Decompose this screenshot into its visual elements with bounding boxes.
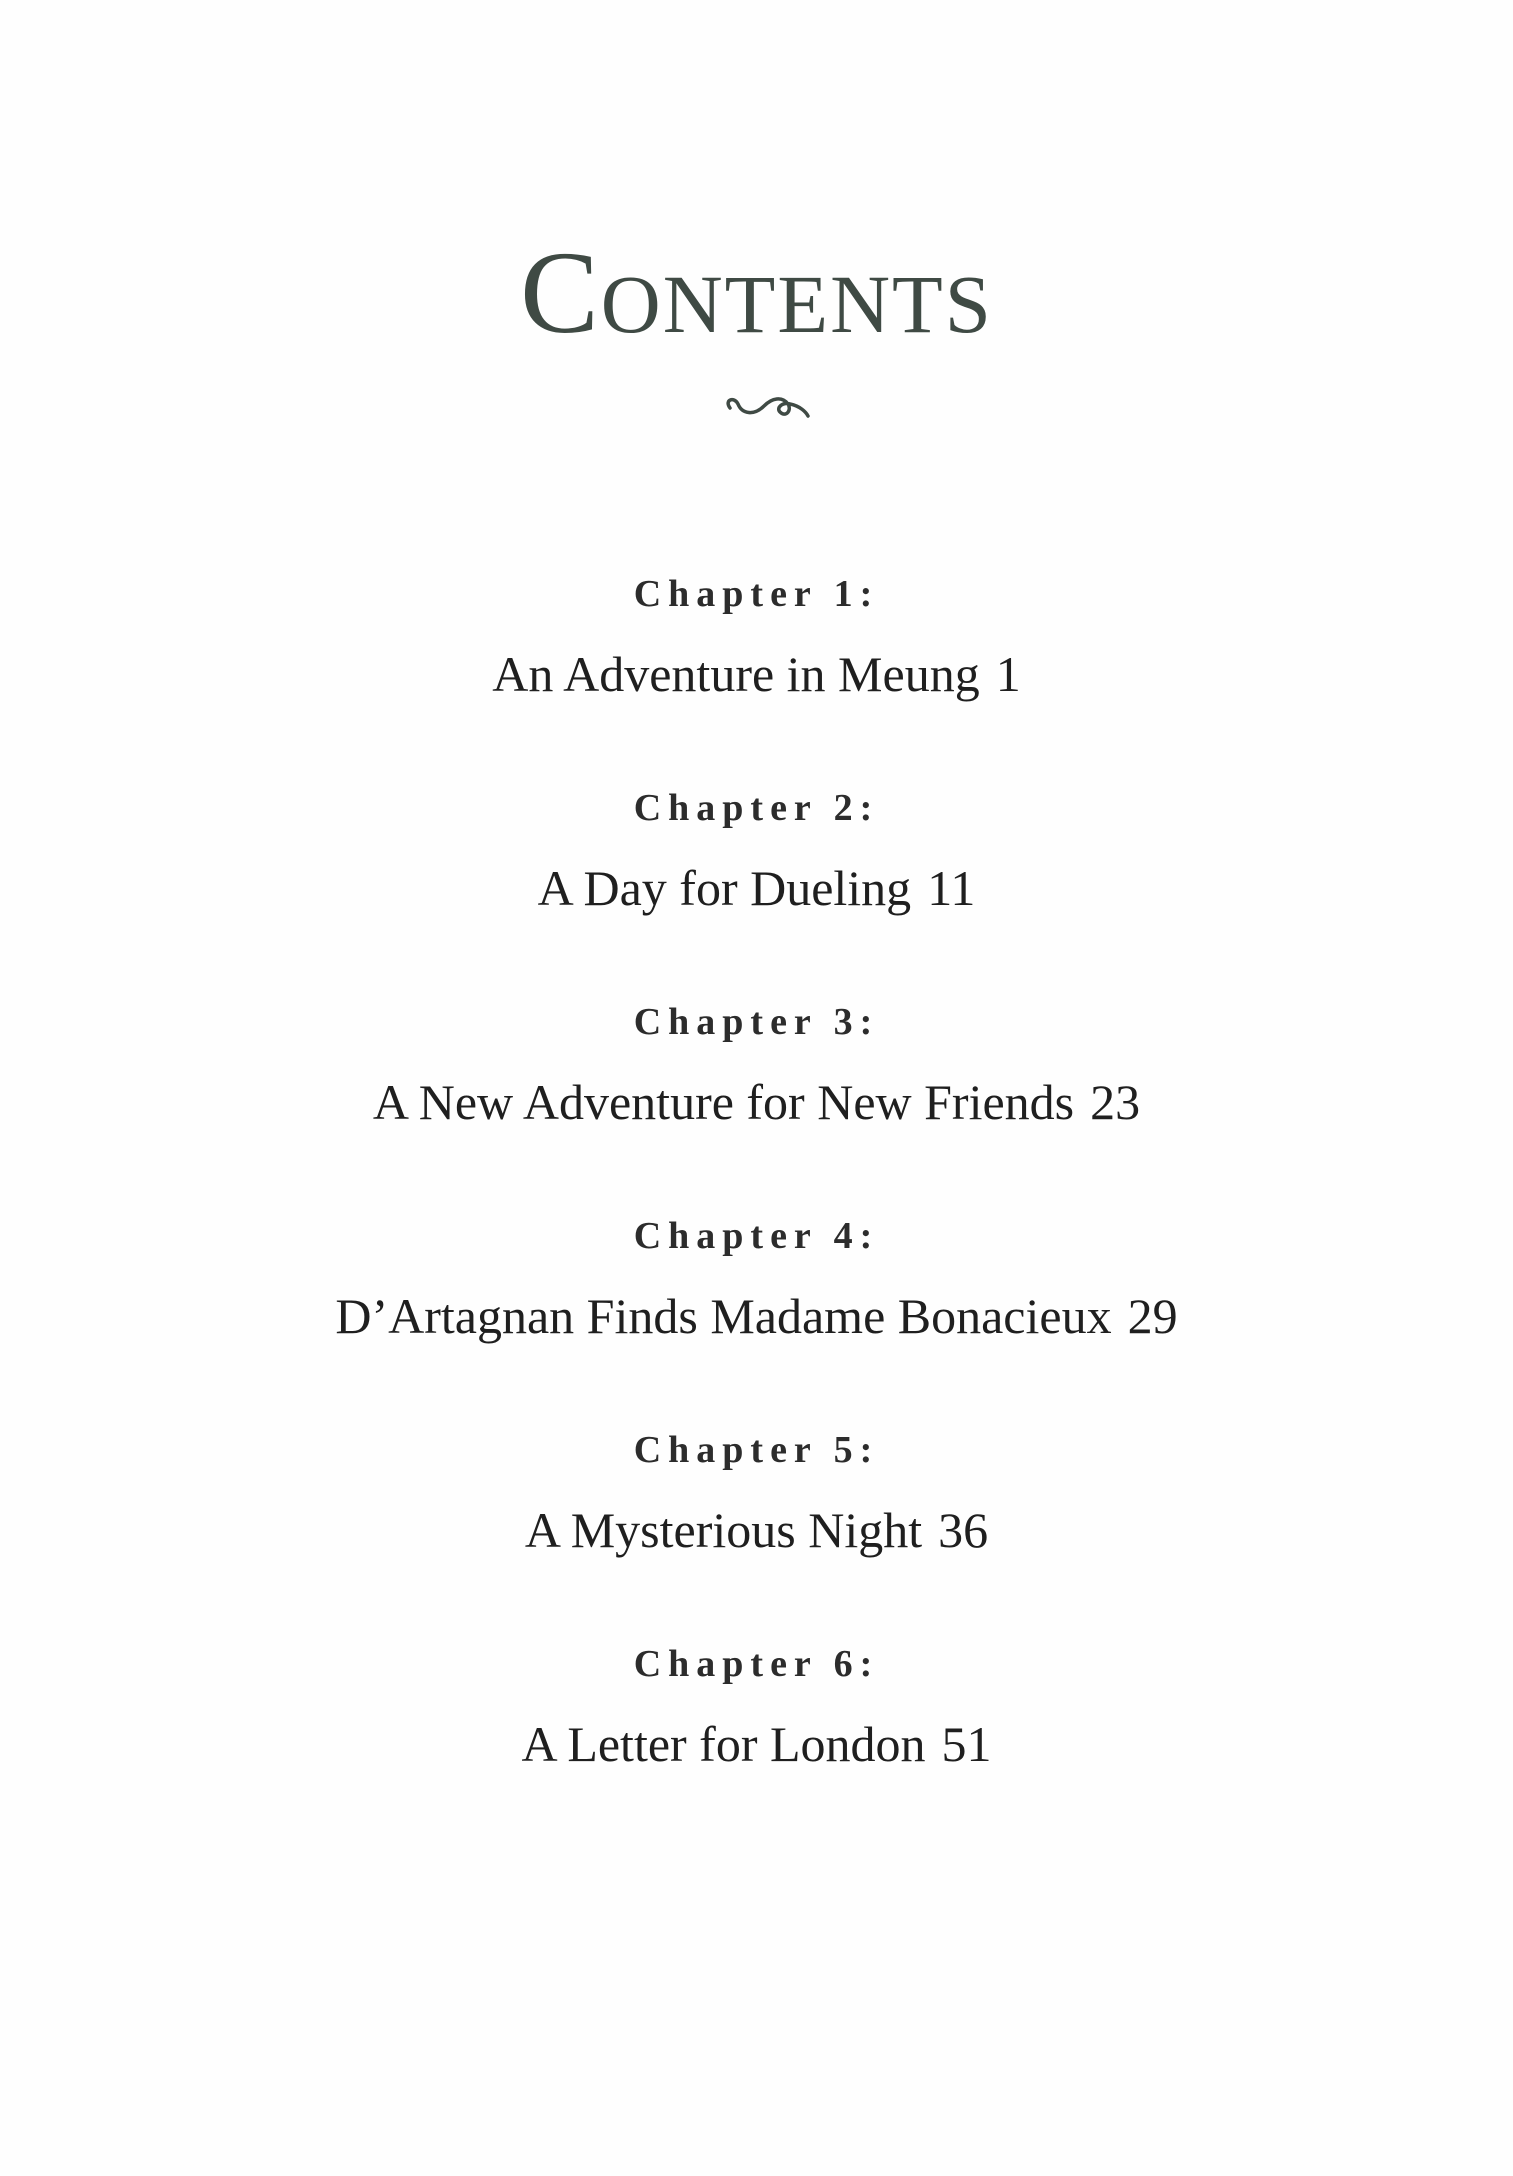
toc-entry	[0, 572, 1513, 704]
chapter-page-number: 36	[938, 1502, 989, 1558]
chapter-title-line[interactable]	[0, 644, 1513, 704]
chapter-title: A Letter for London	[521, 1716, 926, 1772]
chapter-label: Chapter 5:	[633, 1429, 880, 1471]
chapter-title: A Day for Dueling	[537, 860, 912, 916]
toc-entry	[0, 1428, 1513, 1560]
toc-entry	[0, 786, 1513, 918]
chapter-title-line[interactable]	[0, 1500, 1513, 1560]
chapter-label: Chapter 1:	[633, 573, 880, 615]
toc-entry	[0, 1000, 1513, 1132]
chapter-page-number: 51	[941, 1716, 992, 1772]
chapter-title: A New Adventure for New Friends	[372, 1074, 1075, 1130]
chapter-label: Chapter 3:	[633, 1001, 880, 1043]
toc-entry	[0, 1214, 1513, 1346]
chapter-title-line[interactable]	[0, 858, 1513, 918]
chapter-page-number: 29	[1127, 1288, 1178, 1344]
chapter-label: Chapter 2:	[633, 787, 880, 829]
chapter-title: D’Artagnan Finds Madame Bonacieux	[335, 1288, 1112, 1344]
chapter-title: An Adventure in Meung	[492, 646, 980, 702]
chapter-page-number: 11	[927, 860, 976, 916]
chapter-page-number: 23	[1090, 1074, 1141, 1130]
chapter-title-line[interactable]	[0, 1714, 1513, 1774]
chapter-title-line[interactable]	[0, 1072, 1513, 1132]
page-title: Contents	[520, 227, 993, 358]
chapter-label: Chapter 4:	[633, 1215, 880, 1257]
chapter-title: A Mysterious Night	[524, 1502, 923, 1558]
swash-ornament-icon	[720, 390, 815, 426]
chapter-title-line[interactable]	[0, 1286, 1513, 1346]
toc-entry	[0, 1642, 1513, 1774]
chapter-label: Chapter 6:	[633, 1643, 880, 1685]
chapter-page-number: 1	[995, 646, 1021, 702]
